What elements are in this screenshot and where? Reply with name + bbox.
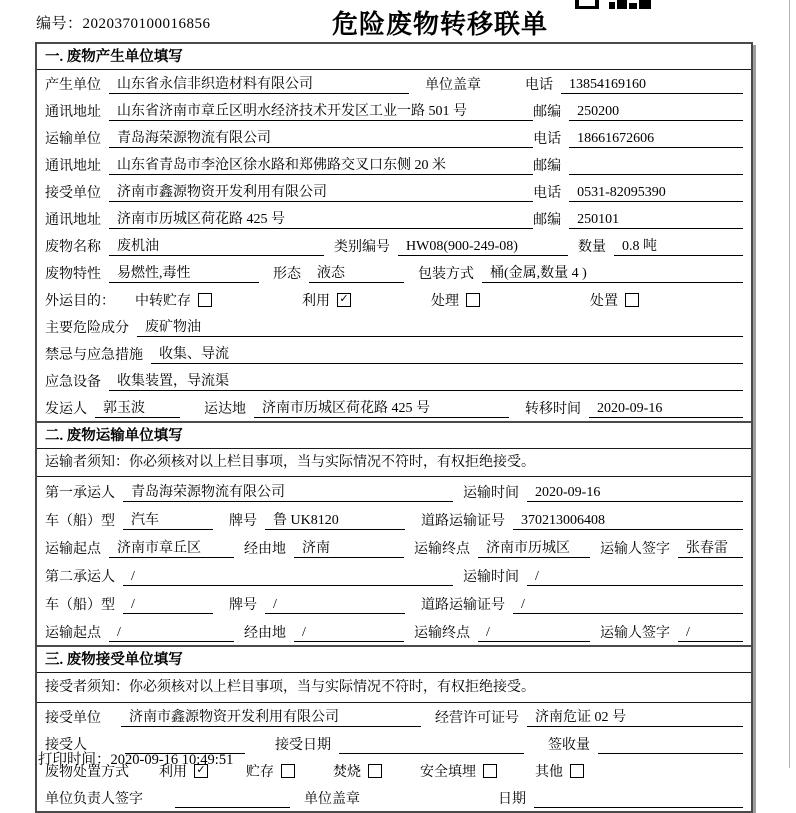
- row-transport-unit: [37, 124, 751, 151]
- checkbox-unchecked-icon: [570, 764, 584, 778]
- road-permit-label: 道路运输证号: [421, 598, 505, 613]
- receive-person-label: 接受人: [45, 738, 87, 753]
- row-route-2: [37, 617, 751, 645]
- plate-value: /: [265, 597, 405, 614]
- quantity-label: 数量: [578, 240, 606, 255]
- first-carrier-time-block: [463, 482, 743, 502]
- vehicle-type-value: /: [123, 597, 213, 614]
- packing-value: 桶(金属,数量 4 ): [482, 262, 743, 283]
- row-producer-address: [37, 97, 751, 124]
- responsible-sign-value: [175, 792, 290, 808]
- form-label: 形态: [273, 267, 301, 282]
- serial-number: 2020370100016856: [82, 16, 211, 32]
- shipper-value: 郭玉波: [95, 397, 180, 418]
- checkbox-checked-icon: [337, 293, 351, 307]
- endpoint-label: 运输终点: [414, 626, 470, 641]
- transport-time-value: 2020-09-16: [527, 485, 743, 502]
- receiver-phone-block: [533, 182, 743, 202]
- producer-label: 产生单位: [45, 78, 101, 93]
- vehicle-type-label: 车（船）型: [45, 514, 115, 529]
- disposal-method-label: 废物处置方式: [45, 765, 129, 780]
- transport-phone-block: [533, 128, 743, 148]
- receiver-unit-value: 济南市鑫源物资开发利用有限公司: [109, 181, 533, 202]
- transfer-time-value: 2020-09-16: [589, 401, 743, 418]
- transport-time-label: 运输时间: [463, 486, 519, 501]
- origin-value: 济南市章丘区: [109, 537, 234, 558]
- unit-seal-label: 单位盖章: [304, 792, 360, 807]
- producer-zip-block: [533, 101, 743, 121]
- receive-date-label: 接受日期: [275, 738, 331, 753]
- taboo-label: 禁忌与应急措施: [45, 348, 143, 363]
- row-first-carrier: [37, 477, 751, 505]
- origin-label: 运输起点: [45, 542, 101, 557]
- address-value: 济南市历城区荷花路 425 号: [109, 208, 533, 229]
- checkbox-unchecked-icon: [281, 764, 295, 778]
- address-label: 通讯地址: [45, 213, 101, 228]
- plate-label: 牌号: [229, 598, 257, 613]
- producer-phone-block: [525, 74, 743, 94]
- date-value: [534, 792, 743, 808]
- transfer-time-label: 转移时间: [525, 402, 581, 417]
- disposal-burn-label: 焚烧: [333, 765, 361, 780]
- road-permit-value: 370213006408: [513, 513, 743, 530]
- shipper-label: 发运人: [45, 402, 87, 417]
- row-route-1: [37, 533, 751, 561]
- zip-label: 邮编: [533, 159, 562, 174]
- responsible-sign-label: 单位负责人签字: [45, 792, 143, 807]
- hazard-value: 废矿物油: [137, 316, 743, 337]
- origin-label: 运输起点: [45, 626, 101, 641]
- receiver-notice: 接受者须知：你必须核对以上栏目事项，当与实际情况不符时，有权拒绝接受。: [37, 673, 751, 703]
- via-value: 济南: [294, 537, 404, 558]
- plate-label: 牌号: [229, 514, 257, 529]
- second-carrier-value: /: [123, 569, 453, 586]
- purpose-option-dispose: [590, 290, 639, 310]
- date-label: 日期: [498, 792, 526, 807]
- destination-value: 济南市历城区荷花路 425 号: [254, 397, 509, 418]
- row-emergency-equipment: [37, 367, 751, 394]
- row-transport-address: [37, 151, 751, 178]
- disposal-option-burn: [333, 761, 382, 781]
- row-receive-unit: [37, 703, 751, 730]
- form-value: 液态: [309, 262, 404, 283]
- first-carrier-label: 第一承运人: [45, 486, 115, 501]
- endpoint-value: /: [478, 625, 590, 642]
- section-transporter: [37, 421, 751, 645]
- transport-unit-value: 青岛海荣源物流有限公司: [109, 127, 533, 148]
- phone-value: 0531-82095390: [569, 185, 743, 202]
- license-value: 济南危证 02 号: [527, 706, 743, 727]
- receiver-zip-block: [533, 209, 743, 229]
- qr-code-fragment-icon: [575, 0, 653, 9]
- zip-value: [569, 159, 743, 175]
- disposal-other-label: 其他: [535, 765, 563, 780]
- checkbox-unchecked-icon: [483, 764, 497, 778]
- disposal-option-landfill: [420, 761, 497, 781]
- row-vehicle-1: [37, 505, 751, 533]
- receipt-amount-value: [598, 738, 743, 754]
- phone-value: 13854169160: [561, 77, 743, 94]
- vehicle-type-label: 车（船）型: [45, 598, 115, 613]
- carrier-sign-label: 运输人签字: [600, 542, 670, 557]
- second-carrier-label: 第二承运人: [45, 570, 115, 585]
- checkbox-unchecked-icon: [368, 764, 382, 778]
- vehicle-type-value: 汽车: [123, 509, 213, 530]
- transfer-manifest-form: [35, 42, 753, 813]
- receive-unit-label: 接受单位: [45, 711, 101, 726]
- row-taboo-measures: [37, 340, 751, 367]
- address-value: 山东省济南市章丘区明水经济技术开发区工业一路 501 号: [109, 100, 533, 121]
- zip-label: 邮编: [533, 213, 562, 228]
- row-vehicle-2: [37, 589, 751, 617]
- phone-label: 电话: [525, 78, 553, 93]
- purpose-dispose-label: 处置: [590, 294, 618, 309]
- transport-zip-block: [533, 155, 743, 175]
- row-waste-traits: [37, 259, 751, 286]
- row-shipper: [37, 394, 751, 421]
- traits-label: 废物特性: [45, 267, 101, 282]
- carrier-sign-label: 运输人签字: [600, 626, 670, 641]
- row-responsible-sign: [37, 784, 751, 811]
- print-time-value: 2020-09-16 10:49:51: [110, 752, 234, 768]
- row-receiver-unit: [37, 178, 751, 205]
- waste-name-label: 废物名称: [45, 240, 101, 255]
- via-value: /: [294, 625, 404, 642]
- section-receiver-title: 三. 废物接受单位填写: [37, 647, 751, 673]
- phone-label: 电话: [533, 132, 562, 147]
- second-carrier-time-block: [463, 566, 743, 586]
- disposal-landfill-label: 安全填埋: [420, 765, 476, 780]
- purpose-option-treat: [431, 290, 480, 310]
- purpose-storage-label: 中转贮存: [135, 294, 191, 309]
- row-producer: [37, 70, 751, 97]
- transport-time-label: 运输时间: [463, 570, 519, 585]
- row-hazard-component: [37, 313, 751, 340]
- section-producer: [37, 44, 751, 421]
- transporter-notice: 运输者须知：你必须核对以上栏目事项，当与实际情况不符时，有权拒绝接受。: [37, 449, 751, 477]
- section-producer-title: 一. 废物产生单位填写: [37, 44, 751, 70]
- license-label: 经营许可证号: [435, 711, 519, 726]
- origin-value: /: [109, 625, 234, 642]
- disposal-reuse-label: 利用: [159, 765, 187, 780]
- equipment-value: 收集装置，导流渠: [109, 370, 743, 391]
- equipment-label: 应急设备: [45, 375, 101, 390]
- checkbox-unchecked-icon: [625, 293, 639, 307]
- disposal-option-other: [535, 761, 584, 781]
- traits-value: 易燃性,毒性: [109, 262, 259, 283]
- address-value: 山东省青岛市李沧区徐水路和郑佛路交叉口东侧 20 米: [109, 154, 533, 175]
- zip-label: 邮编: [533, 105, 562, 120]
- print-time-line: [38, 748, 233, 769]
- page-right-edge: [789, 0, 790, 768]
- plate-value: 鲁 UK8120: [265, 509, 405, 530]
- carrier-sign-value: /: [678, 625, 743, 642]
- row-waste-name: [37, 232, 751, 259]
- serial-label: 编号：: [36, 16, 83, 32]
- receiver-unit-label: 接受单位: [45, 186, 101, 201]
- row-transfer-purpose: [37, 286, 751, 313]
- purpose-option-reuse: [302, 290, 351, 310]
- checkbox-unchecked-icon: [198, 293, 212, 307]
- hazard-label: 主要危险成分: [45, 321, 129, 336]
- section-transporter-title: 二. 废物运输单位填写: [37, 423, 751, 449]
- zip-value: 250101: [569, 212, 743, 229]
- purpose-option-storage: [135, 290, 212, 310]
- category-value: HW08(900-249-08): [398, 239, 568, 256]
- via-label: 经由地: [244, 542, 286, 557]
- category-label: 类别编号: [334, 240, 390, 255]
- transport-time-value: /: [527, 569, 743, 586]
- first-carrier-value: 青岛海荣源物流有限公司: [123, 481, 453, 502]
- purpose-treat-label: 处理: [431, 294, 459, 309]
- transport-unit-label: 运输单位: [45, 132, 101, 147]
- row-receiver-address: [37, 205, 751, 232]
- purpose-reuse-label: 利用: [302, 294, 330, 309]
- row-second-carrier: [37, 561, 751, 589]
- phone-label: 电话: [533, 186, 562, 201]
- quantity-value: 0.8 吨: [614, 235, 743, 256]
- print-time-label: 打印时间：: [38, 752, 111, 768]
- section-receiver: [37, 645, 751, 811]
- receive-unit-value: 济南市鑫源物资开发利用有限公司: [121, 706, 421, 727]
- producer-value: 山东省永信非织造材料有限公司: [109, 73, 409, 94]
- carrier-sign-value: 张春雷: [678, 537, 743, 558]
- disposal-storage-label: 贮存: [246, 765, 274, 780]
- waste-name-value: 废机油: [109, 235, 324, 256]
- checkbox-unchecked-icon: [466, 293, 480, 307]
- unit-seal-label: 单位盖章: [425, 78, 481, 93]
- address-label: 通讯地址: [45, 105, 101, 120]
- page-title: 危险废物转移联单: [331, 10, 548, 39]
- receipt-amount-label: 签收量: [548, 738, 590, 753]
- endpoint-label: 运输终点: [414, 542, 470, 557]
- via-label: 经由地: [244, 626, 286, 641]
- road-permit-value: /: [513, 597, 743, 614]
- packing-label: 包装方式: [418, 267, 474, 282]
- disposal-option-storage: [246, 761, 295, 781]
- address-label: 通讯地址: [45, 159, 101, 174]
- road-permit-label: 道路运输证号: [421, 514, 505, 529]
- receive-date-value: [339, 738, 524, 754]
- destination-label: 运达地: [204, 402, 246, 417]
- taboo-value: 收集、导流: [151, 343, 743, 364]
- purpose-label: 外运目的：: [45, 294, 115, 309]
- endpoint-value: 济南市历城区: [478, 537, 590, 558]
- phone-value: 18661672606: [569, 131, 743, 148]
- zip-value: 250200: [569, 104, 743, 121]
